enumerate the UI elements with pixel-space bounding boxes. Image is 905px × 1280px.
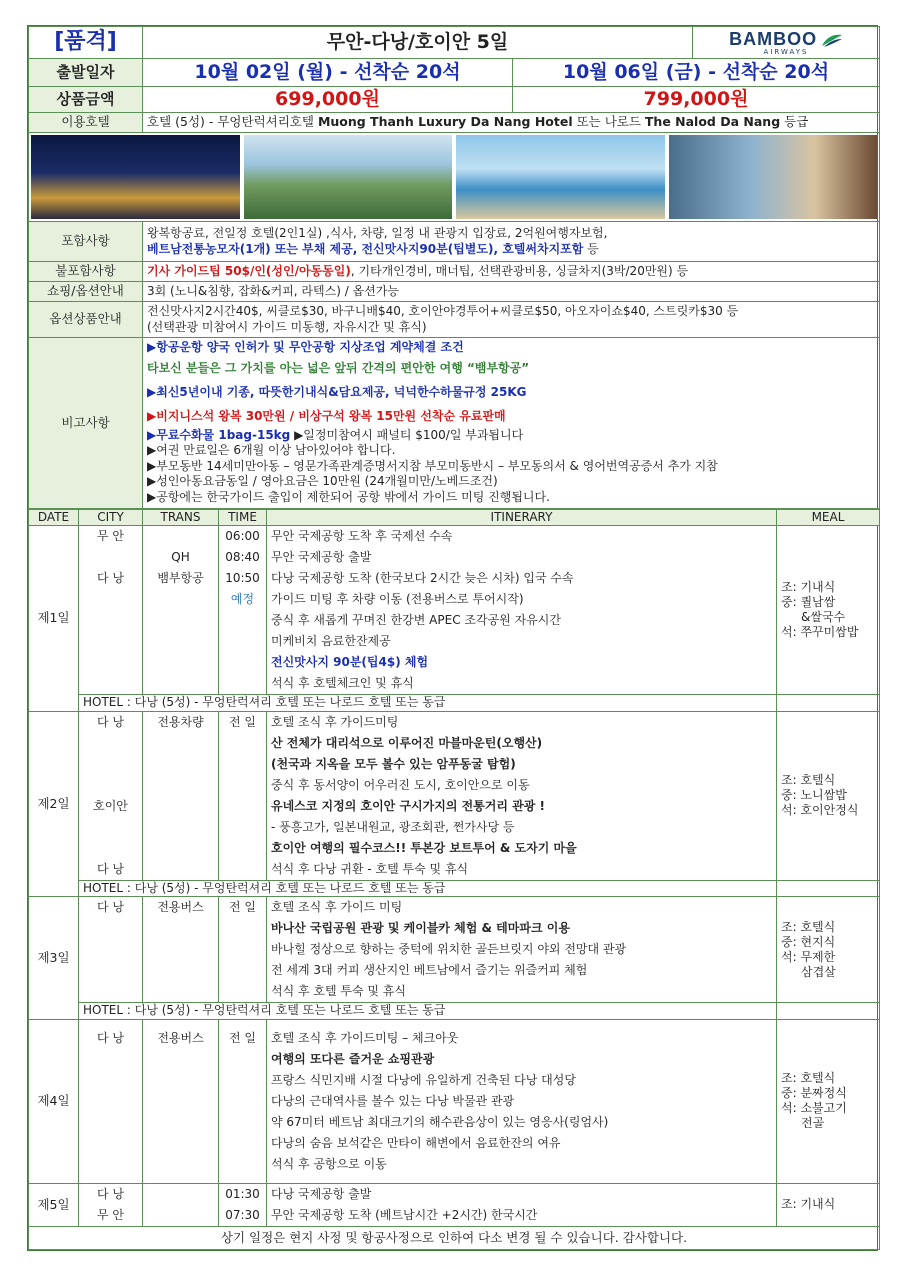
day-3-trans	[143, 897, 219, 1003]
meal-lunch: 중: 현지식	[781, 934, 836, 949]
day-5-row	[29, 1183, 880, 1226]
itin-item: - 풍흥고가, 일본내원교, 광조회관, 쩐가사당 등	[271, 819, 515, 834]
remark-3: ▶최신5년이내 기종, 따뜻한기내식&담요제공, 넉넉한수하물규정 25KG	[147, 384, 527, 399]
day-4-time	[219, 1019, 267, 1183]
day-2-time	[219, 711, 267, 880]
meal-breakfast: 조: 호텔식	[781, 919, 836, 934]
itin-item: 다낭의 근대역사를 볼수 있는 다낭 박물관 관광	[271, 1093, 515, 1108]
itin-item-highlight: 전신맛사지 90분(팁4$) 체험	[271, 655, 429, 670]
city-danang: 다 낭	[97, 861, 124, 876]
title-row	[29, 27, 880, 59]
meal-dinner: 석: 쭈꾸미쌈밥	[781, 625, 859, 640]
time-1: 06:00	[225, 529, 260, 544]
hotel-name-en-2: The Nalod Da Nang	[644, 114, 781, 130]
trans-bus: 전용버스	[157, 900, 204, 915]
itin-item: 다낭 국제공항 출발	[271, 1186, 372, 1201]
day-2-meal	[777, 711, 880, 880]
itin-item: 무안 국제공항 도착 (베트남시간 +2시간) 한국시간	[271, 1207, 538, 1222]
city-muan: 무 안	[97, 529, 124, 544]
time-allday: 전 일	[229, 900, 256, 915]
city-danang: 다 낭	[97, 571, 124, 586]
meal-breakfast: 조: 기내식	[781, 580, 836, 595]
itin-item: 가이드 미팅 후 차량 이동 (전용버스로 투어시작)	[271, 592, 524, 607]
day-5-time	[219, 1183, 267, 1226]
day-2-row	[29, 711, 880, 880]
day-4-itinerary	[267, 1019, 777, 1183]
day-3-label: 제3일	[29, 897, 79, 1020]
meal-breakfast: 조: 기내식	[781, 1197, 836, 1212]
time-3: 10:50	[225, 571, 260, 586]
time-allday: 전 일	[229, 1030, 256, 1045]
day-5-meal	[777, 1183, 880, 1226]
footer-note: 상기 일정은 현지 사정 및 항공사정으로 인하여 다소 변경 될 수 있습니다. 감사합니다.	[29, 1226, 880, 1249]
day-5-itinerary	[267, 1183, 777, 1226]
itin-item: 전 세계 3대 커피 생산지인 베트남에서 즐기는 위즐커피 체험	[271, 963, 588, 978]
remark-9: ▶공항에는 한국가이드 출입이 제한되어 공항 밖에서 가이드 미팅 진행됩니다.	[147, 489, 550, 504]
itinerary-table	[28, 509, 880, 1250]
departure-date-2: 10월 06일 (금) - 선착순 20석	[513, 59, 880, 87]
remarks-label: 비고사항	[29, 338, 143, 509]
day-4-label: 제4일	[29, 1019, 79, 1183]
meal-lunch: 중: 분짜정식	[781, 1086, 847, 1101]
airline-name: 뱀부항공	[157, 571, 204, 586]
remark-2: 타보신 분들은 그 가치를 아는 넓은 앞뒤 간격의 편안한 여행 “뱀부항공”	[147, 360, 530, 375]
city-hoian: 호이안	[93, 798, 128, 813]
itin-item: 미케비치 음료한잔제공	[271, 634, 391, 649]
excluded-value	[143, 262, 880, 282]
itin-item: 석식 후 다낭 귀환 - 호텔 투숙 및 휴식	[271, 861, 469, 876]
day-4-city	[79, 1019, 143, 1183]
excluded-rest: , 기타개인경비, 매너팁, 선택관광비용, 싱글차지(3박/20만원) 등	[350, 263, 689, 278]
photo-row	[29, 133, 880, 222]
day-3-city	[79, 897, 143, 1003]
itin-item-highlight: 바나산 국립공원 관광 및 케이블카 체험 & 테마파크 이용	[271, 921, 570, 936]
trans-bus: 전용버스	[157, 1030, 204, 1045]
itinerary-header	[29, 509, 880, 526]
hotel-name-en-1: Muong Thanh Luxury Da Nang Hotel	[317, 114, 573, 130]
meal-lunch: 중: 퀄남쌈	[781, 595, 836, 610]
day-1-label: 제1일	[29, 526, 79, 712]
col-date: DATE	[29, 509, 79, 526]
airline-logo	[693, 27, 880, 59]
flight-code: QH	[171, 550, 190, 565]
remarks-row	[29, 338, 880, 509]
day-3-meal	[777, 897, 880, 1003]
options-row	[29, 302, 880, 338]
meal-dinner-cont: 전골	[801, 1116, 825, 1131]
departure-row	[29, 59, 880, 87]
meal-dinner: 석: 호이안정식	[781, 803, 859, 818]
itin-item: 바나힐 정상으로 향하는 중턱에 위치한 골든브릿지 야외 전망대 관광	[271, 942, 627, 957]
remarks-value	[143, 338, 880, 509]
city-danang: 다 낭	[97, 1186, 124, 1201]
itin-item: 프랑스 식민지배 시절 다낭에 유일하게 건축된 다낭 대성당	[271, 1072, 576, 1087]
day-1-itinerary	[267, 526, 777, 695]
included-label: 포함사항	[29, 222, 143, 262]
meal-dinner-cont: 삼겹살	[801, 964, 836, 979]
page-title: 무안-다낭/호이안 5일	[143, 27, 693, 59]
itin-item: 호텔 조식 후 가이드미팅	[271, 714, 399, 729]
meal-dinner: 석: 무제한	[781, 949, 836, 964]
price-row	[29, 87, 880, 113]
remark-5b: ▶일정미참여시 패널티 $100/일 부과됩니다	[290, 427, 524, 442]
itin-item-highlight: 호이안 여행의 필수코스!! 투본강 보트투어 & 도자기 마을	[271, 840, 577, 855]
itin-item: 중식 후 새롭게 꾸며진 한강변 APEC 조각공원 자유시간	[271, 613, 561, 628]
shopping-value: 3회 (노니&침향, 잡화&커피, 라텍스) / 옵션가능	[143, 282, 880, 302]
day-1-trans	[143, 526, 219, 695]
remark-1: ▶항공운항 양국 인허가 및 무안공항 지상조업 계약체결 조건	[147, 340, 464, 354]
departure-label: 출발일자	[29, 59, 143, 87]
day-2-hotel-meal-blank	[777, 880, 880, 897]
itin-item-highlight: 여행의 또다른 즐거운 쇼핑관광	[271, 1051, 435, 1066]
excluded-highlight: 기사 가이드팁 50$/인(성인/아동동일)	[147, 263, 351, 278]
day-5-city	[79, 1183, 143, 1226]
photo-hotel-room	[669, 135, 878, 219]
itin-item: 약 67미터 베트남 최대크기의 해수관음상이 있는 영응사(링엄사)	[271, 1114, 609, 1129]
remark-7: ▶부모동반 14세미만아동 – 영문가족관계증명서지참 부모미동반시 – 부모동의서 & 영어번역공증서 추가 지참	[147, 458, 718, 473]
shopping-row	[29, 282, 880, 302]
product-grade-tag: [품격]	[29, 27, 143, 59]
itin-item-highlight: 유네스코 지정의 호이안 구시가지의 전통거리 관광 !	[271, 798, 545, 813]
included-line-2-rest: 등	[583, 241, 599, 256]
day-5-trans	[143, 1183, 219, 1226]
trans-vehicle: 전용차량	[157, 714, 204, 729]
meal-breakfast: 조: 호텔식	[781, 773, 836, 788]
itin-item: 호텔 조식 후 가이드 미팅	[271, 900, 403, 915]
options-label: 옵션상품안내	[29, 302, 143, 338]
itin-item: 중식 후 동서양이 어우러진 도시, 호이안으로 이동	[271, 777, 530, 792]
meal-lunch: 중: 노니쌈밥	[781, 788, 847, 803]
time-note: 예정	[230, 592, 255, 607]
excluded-label: 불포함사항	[29, 262, 143, 282]
itin-item: 석식 후 호텔 투숙 및 휴식	[271, 984, 406, 999]
hotel-text-e: 등급	[780, 114, 809, 130]
included-line-1: 왕복항공료, 전일정 호텔(2인1실) ,식사, 차량, 일정 내 관광지 입장료, 2억원여행자보험,	[147, 225, 608, 240]
itin-item-highlight: (천국과 지옥을 모두 볼수 있는 암푸동굴 탐험)	[271, 756, 516, 771]
options-line-1: 전신맛사지2시간40$, 씨클로$30, 바구니배$40, 호이안야경투어+씨클로$50, 아오자이쇼$40, 스트릿카$30 등	[147, 303, 739, 318]
remark-6: ▶여권 만료일은 6개월 이상 남아있어야 합니다.	[147, 443, 396, 458]
day-1-time	[219, 526, 267, 695]
logo-brand: BAMBOO	[729, 28, 818, 49]
summary-table	[28, 26, 880, 509]
departure-date-1: 10월 02일 (월) - 선착순 20석	[143, 59, 513, 87]
day-2-itinerary	[267, 711, 777, 880]
hotel-text-c: 또는 나로드	[572, 114, 645, 130]
col-meal: MEAL	[777, 509, 880, 526]
day-1-hotel-meal-blank	[777, 695, 880, 712]
itin-item: 다낭의 숨음 보석같은 만타이 해변에서 음료한잔의 여유	[271, 1135, 561, 1150]
photo-beach	[244, 135, 453, 219]
hotel-text-a: 호텔 (5성) - 무엉탄럭셔리호텔	[147, 114, 318, 130]
photo-night-city	[31, 135, 240, 219]
col-city: CITY	[79, 509, 143, 526]
bamboo-leaf-icon	[821, 34, 843, 48]
day-1-city	[79, 526, 143, 695]
day-1-row	[29, 526, 880, 695]
price-label: 상품금액	[29, 87, 143, 113]
remark-8: ▶성인아동요금동일 / 영아요금은 10만원 (24개월미만/노베드조건)	[147, 474, 498, 489]
itin-item: 석식 후 호텔체크인 및 휴식	[271, 676, 414, 691]
time-2: 07:30	[225, 1207, 260, 1222]
hotel-row	[29, 113, 880, 133]
options-value	[143, 302, 880, 338]
day-3-itinerary	[267, 897, 777, 1003]
city-danang: 다 낭	[97, 900, 124, 915]
day-2-trans	[143, 711, 219, 880]
day-2-label: 제2일	[29, 711, 79, 897]
included-value	[143, 222, 880, 262]
day-2-hotel: HOTEL : 다낭 (5성) - 무엉탄럭셔리 호텔 또는 나로드 호텔 또는 동급	[79, 880, 777, 897]
day-4-trans	[143, 1019, 219, 1183]
city-danang: 다 낭	[97, 714, 124, 729]
remark-4: ▶비지니스석 왕복 30만원 / 비상구석 왕복 15만원 선착순 유료판매	[147, 408, 506, 423]
time-allday: 전 일	[229, 714, 256, 729]
col-time: TIME	[219, 509, 267, 526]
hotel-label: 이용호텔	[29, 113, 143, 133]
meal-lunch-cont: &쌀국수	[801, 610, 846, 625]
day-1-hotel-row	[29, 695, 880, 712]
itin-item: 석식 후 공항으로 이동	[271, 1156, 387, 1171]
shopping-label: 쇼핑/옵션안내	[29, 282, 143, 302]
day-1-meal	[777, 526, 880, 695]
day-2-city	[79, 711, 143, 880]
meal-breakfast: 조: 호텔식	[781, 1071, 836, 1086]
day-3-row	[29, 897, 880, 1003]
options-line-2: (선택관광 미참여시 가이드 미동행, 자유시간 및 휴식)	[147, 319, 427, 334]
day-3-hotel: HOTEL : 다낭 (5성) - 무엉탄럭셔리 호텔 또는 나로드 호텔 또는 동급	[79, 1003, 777, 1020]
price-2: 799,000원	[513, 87, 880, 113]
included-line-2-highlight: 베트남전통농모자(1개) 또는 부채 제공, 전신맛사지90분(팁별도), 호텔써차지포함	[147, 241, 584, 256]
remark-5a: ▶무료수화물 1bag-15kg	[147, 427, 291, 442]
time-1: 01:30	[225, 1186, 260, 1201]
itin-item-highlight: 산 전체가 대리석으로 이루어진 마블마운틴(오행산)	[271, 735, 543, 750]
day-5-label: 제5일	[29, 1183, 79, 1226]
itin-item: 다낭 국제공항 도착 (한국보다 2시간 늦은 시차) 입국 수속	[271, 571, 574, 586]
time-2: 08:40	[225, 550, 260, 565]
logo-sub: AIRWAYS	[763, 48, 809, 57]
meal-dinner: 석: 소불고기	[781, 1101, 847, 1116]
day-4-row	[29, 1019, 880, 1183]
price-1: 699,000원	[143, 87, 513, 113]
tour-brochure	[27, 25, 878, 1251]
city-danang: 다 낭	[97, 1030, 124, 1045]
trans-blank	[147, 526, 214, 547]
photo-pool	[456, 135, 665, 219]
hotel-value	[143, 113, 880, 133]
col-trans: TRANS	[143, 509, 219, 526]
day-3-hotel-meal-blank	[777, 1003, 880, 1020]
day-2-hotel-row	[29, 880, 880, 897]
included-row	[29, 222, 880, 262]
day-3-hotel-row	[29, 1003, 880, 1020]
day-3-time	[219, 897, 267, 1003]
city-muan: 무 안	[97, 1207, 124, 1222]
day-4-meal	[777, 1019, 880, 1183]
city-blank	[83, 547, 138, 568]
itin-item: 무안 국제공항 도착 후 국제선 수속	[271, 529, 453, 544]
excluded-row	[29, 262, 880, 282]
photo-strip	[29, 133, 879, 221]
col-itinerary: ITINERARY	[267, 509, 777, 526]
itin-item: 호텔 조식 후 가이드미팅 – 체크아웃	[271, 1030, 459, 1045]
footer-row	[29, 1226, 880, 1249]
itin-item: 무안 국제공항 출발	[271, 550, 372, 565]
day-1-hotel: HOTEL : 다낭 (5성) - 무엉탄럭셔리 호텔 또는 나로드 호텔 또는 동급	[79, 695, 777, 712]
